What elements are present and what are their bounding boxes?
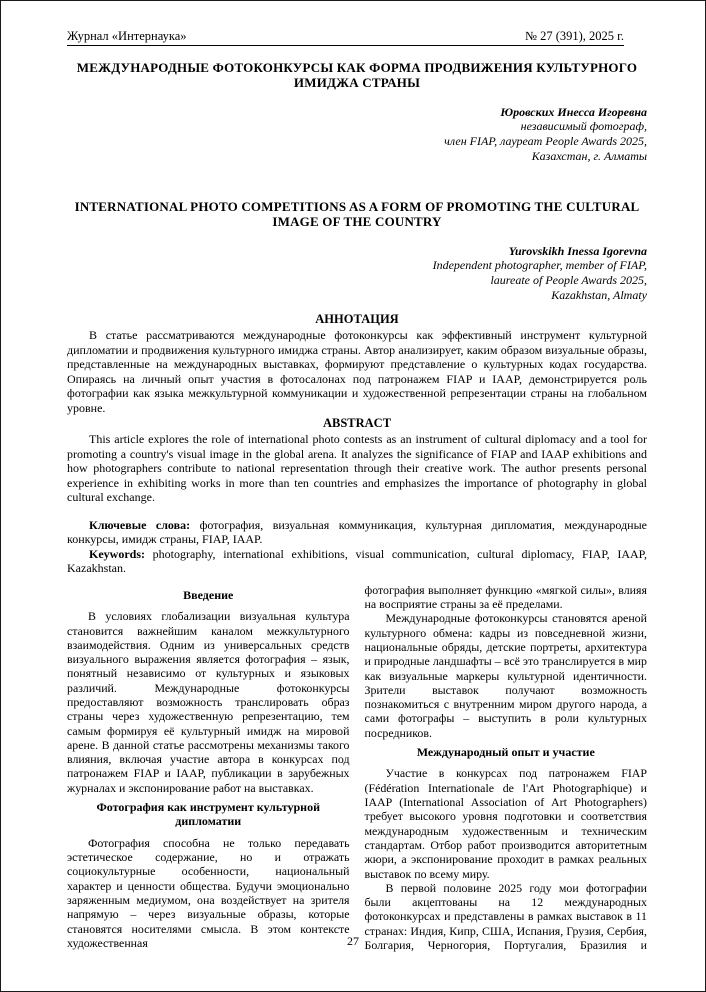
author-name-en: Yurovskikh Inessa Igorevna <box>508 243 647 258</box>
abstract-heading: ABSTRACT <box>322 416 392 431</box>
page-number: 27 <box>347 934 359 948</box>
author-affiliation-ru-2: член FIAP, лауреат People Awards 2025, <box>444 133 647 148</box>
author-affiliation-ru-1: независимый фотограф, <box>520 119 647 134</box>
journal-name: Журнал «Интернаука» <box>67 29 187 43</box>
author-affiliation-en-3: Kazakhstan, Almaty <box>551 287 647 302</box>
left-paragraph-2: Фотография способна не только передавать эстетическое содержание, но и отражать социокультурные особенности, национальный характер и ценности общества. Будучи эмоционально заряженным медиумом, она воздействует на зрителя напрямую – через визуальные образы, которые становятся носителями смысла. В этом контексте художественная <box>67 835 350 950</box>
article-title-en: INTERNATIONAL PHOTO COMPETITIONS AS A FORM OF PROMOTING THE CULTURAL IMAGE OF THE COUNTRY <box>74 199 640 230</box>
right-paragraph-2: Международные фотоконкурсы становятся ареной культурного обмена: кадры из повседневной жизни, национальные обряды, детские портреты, архитектура и природные ландшафты – всё это транслируется в мир как визуальные маркеры культурной идентичности. Зрители выставок получают возможность познакомиться с внутренним миром другого народа, а сами фотографы – выступить в роли культурных посредников. <box>364 611 647 740</box>
annotation-heading: АННОТАЦИЯ <box>315 312 399 327</box>
author-block-ru <box>67 105 647 164</box>
keywords-ru <box>67 518 647 547</box>
running-head <box>67 29 624 46</box>
annotation-text: В статье рассматриваются международные фотоконкурсы как эффективный инструмент культурной дипломатии и продвижения культурного имиджа страны. Автор анализирует, каким образом визуальные образы, представленные на международных выставках, формируют представление о культурных кодах государства. Опираясь на личный опыт участия в фотосалонах под патронажем FIAP и IAAP, демонстрируется роль фотографии как языка межкультурной коммуникации и художественной репрезентации страны на глобальном уровне. <box>67 328 647 415</box>
author-affiliation-ru-3: Казахстан, г. Алматы <box>531 148 647 163</box>
author-name-ru: Юровских Инесса Игоревна <box>500 104 647 119</box>
left-column <box>67 583 350 953</box>
article-title-ru: МЕЖДУНАРОДНЫЕ ФОТОКОНКУРСЫ КАК ФОРМА ПРОДВИЖЕНИЯ КУЛЬТУРНОГО ИМИДЖА СТРАНЫ <box>76 60 638 91</box>
author-affiliation-en-2: laureate of People Awards 2025, <box>490 273 647 288</box>
keywords-en <box>67 547 647 576</box>
left-paragraph-1: В условиях глобализации визуальная культура становится важнейшим каналом межкультурного взаимодействия. Одним из универсальных средств визуального выражения является фотография – язык, понятный независимо от культурных и языковых различий. Международные фотоконкурсы предоставляют возможность транслировать образ страны через художественную репрезентацию, тем самым формируя её культурный имидж на мировой арене. В данной статье рассмотрены механизмы такого влияния, включая участие автора в конкурсах под патронажем FIAP и IAAP, публикации в зарубежных журналах и экспонирование работ на выставках. <box>67 609 350 795</box>
right-column <box>365 583 648 953</box>
right-paragraph-1: фотография выполняет функцию «мягкой силы», влияя на восприятие страны за её пределами. <box>364 582 647 612</box>
two-column-body <box>67 583 647 953</box>
author-block-en <box>67 244 647 303</box>
section-heading-international-experience: Международный опыт и участие <box>416 745 595 760</box>
keywords-ru-label: Ключевые слова: <box>89 517 191 532</box>
keywords-en-text: photography, international exhibitions, visual communication, cultural diplomacy, FIAP, IAAP, Kazakhstan. <box>67 546 647 576</box>
keywords-en-label: Keywords: <box>89 546 145 561</box>
abstract-text: This article explores the role of international photo contests as an instrument of cultural diplomacy and a tool for promoting a country's visual image in the global arena. It analyzes the significance of FIAP and IAAP exhibitions and how photographers contribute to national representation through their creative work. The author presents personal experience in exhibiting works in more than ten countries and emphasizes the importance of photography in global cultural exchange. <box>67 432 647 505</box>
section-heading-introduction: Введение <box>183 587 234 602</box>
right-paragraph-3: Участие в конкурсах под патронажем FIAP (Fédération Internationale de l'Art Photographique) и IAAP (International Association of Art Photographers) требует высокого уровня подготовки и соответствия международным художественным и техническим стандартам. Отбор работ производится авторитетным жюри, а экспонирование проходит в рамках реальных выставок по всему миру. <box>364 766 647 881</box>
section-heading-photography-diplomacy: Фотография как инструмент культурной дипломатии <box>96 800 321 829</box>
issue-number: № 27 (391), 2025 г. <box>525 29 624 43</box>
right-paragraph-4: В первой половине 2025 году мои фотографии были акцептованы на 12 международных фотоконкурсах и представлены в рамках выставок в 11 странах: Индия, Кипр, США, Испания, Грузия, Сербия, Болгария, Черногория, Португалия, Бразилия и <box>364 880 647 953</box>
keywords-ru-text: фотография, визуальная коммуникация, культурная дипломатия, международные конкурсы, имидж страны, FIAP, IAAP. <box>67 517 647 547</box>
author-affiliation-en-1: Independent photographer, member of FIAP, <box>432 258 647 273</box>
